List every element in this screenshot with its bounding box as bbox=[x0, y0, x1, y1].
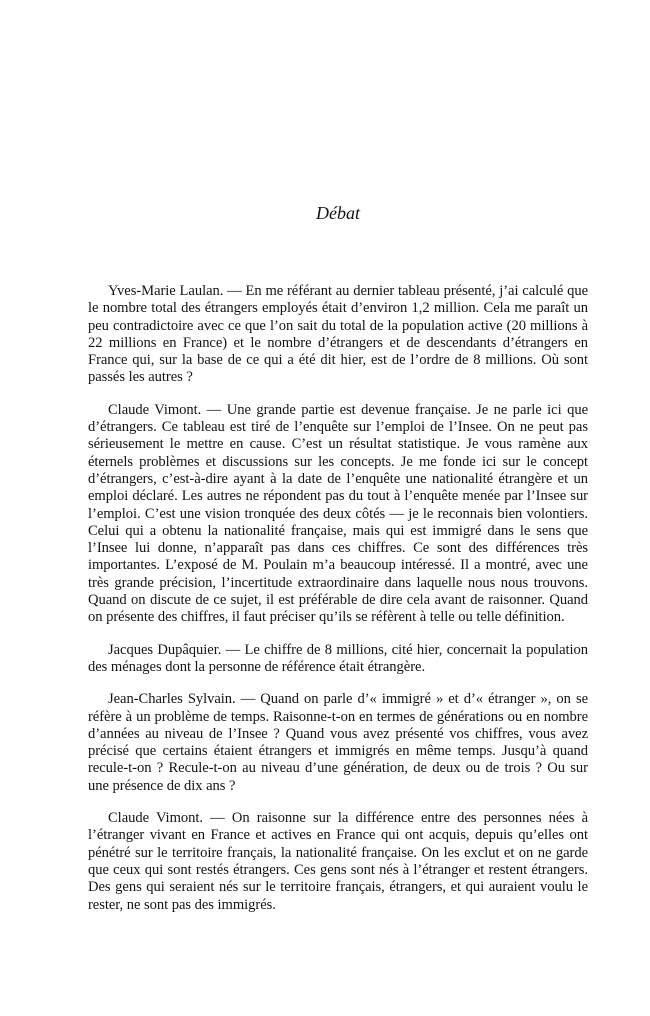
paragraph-vimont-1: Claude Vimont. — Une grande partie est devenue française. Je ne parle ici que d’étrangers. Ce tableau est tiré de l’enquête sur l’emploi de l’Insee. On ne peut pas sérieusement le mettre en cause. C’est un résultat statistique. Je vous ramène aux éternels problèmes et discussions sur les concepts. Je me fonde ici sur le concept d’étrangers, c’est-à-dire ayant à la date de l’enquête une nationalité étrangère et un emploi déclaré. Les autres ne répondent pas du tout à l’enquête menée par l’Insee sur l’emploi. C’est une vision tronquée des deux côtés — je le reconnais bien volontiers. Celui qui a obtenu la nationalité française, mais qui est immigré dans le sens que l’Insee lui donne, n’apparaît pas dans ces chiffres. Ce sont des différences très importantes. L’exposé de M. Poulain m’a beaucoup intéressé. Il a montré, avec une très grande précision, l’incertitude extraordinaire dans laquelle nous nous trouvons. Quand on discute de ce sujet, il est préférable de dire cela avant de raisonner. Quand on présente des chiffres, il faut préciser qu’ils se réfèrent à telle ou telle définition. bbox=[88, 401, 588, 626]
debate-body bbox=[88, 283, 588, 929]
paragraph-vimont-2: Claude Vimont. — On raisonne sur la différence entre des personnes nées à l’étranger vivant en France et actives en France qui ont acquis, depuis qu’elles ont pénétré sur le territoire français, la nationalité française. On les exclut et on ne garde que ceux qui sont restés étrangers. Ces gens sont nés à l’étranger et restent étrangers. Des gens qui seraient nés sur le territoire français, étrangers, et qui auraient voulu le rester, ne sont pas des immigrés. bbox=[88, 810, 588, 913]
paragraph-laulan: Yves-Marie Laulan. — En me référant au dernier tableau présenté, j’ai calculé que le nombre total des étrangers employés était d’environ 1,2 million. Cela me paraît un peu contradictoire avec ce que l’on sait du total de la population active (20 millions à 22 millions en France) et le nombre d’étrangers et de descendants d’étrangers en France qui, sur la base de ce qui a été dit hier, est de l’ordre de 8 millions. Où sont passés les autres ? bbox=[88, 283, 588, 386]
paragraph-sylvain: Jean-Charles Sylvain. — Quand on parle d’« immigré » et d’« étranger », on se réfère à un problème de temps. Raisonne-t-on en termes de générations ou en nombre d’années au niveau de l’Insee ? Quand vous avez présenté vos chiffres, vous avez précisé que certains étaient étrangers et immigrés en même temps. Jusqu’à quand recule-t-on ? Recule-t-on au niveau d’une génération, de deux ou de trois ? Ou sur une présence de dix ans ? bbox=[88, 691, 588, 794]
page-title: Débat bbox=[316, 203, 360, 223]
paragraph-dupaquier: Jacques Dupâquier. — Le chiffre de 8 millions, cité hier, concernait la population des ménages dont la personne de référence était étrangère. bbox=[88, 641, 588, 675]
